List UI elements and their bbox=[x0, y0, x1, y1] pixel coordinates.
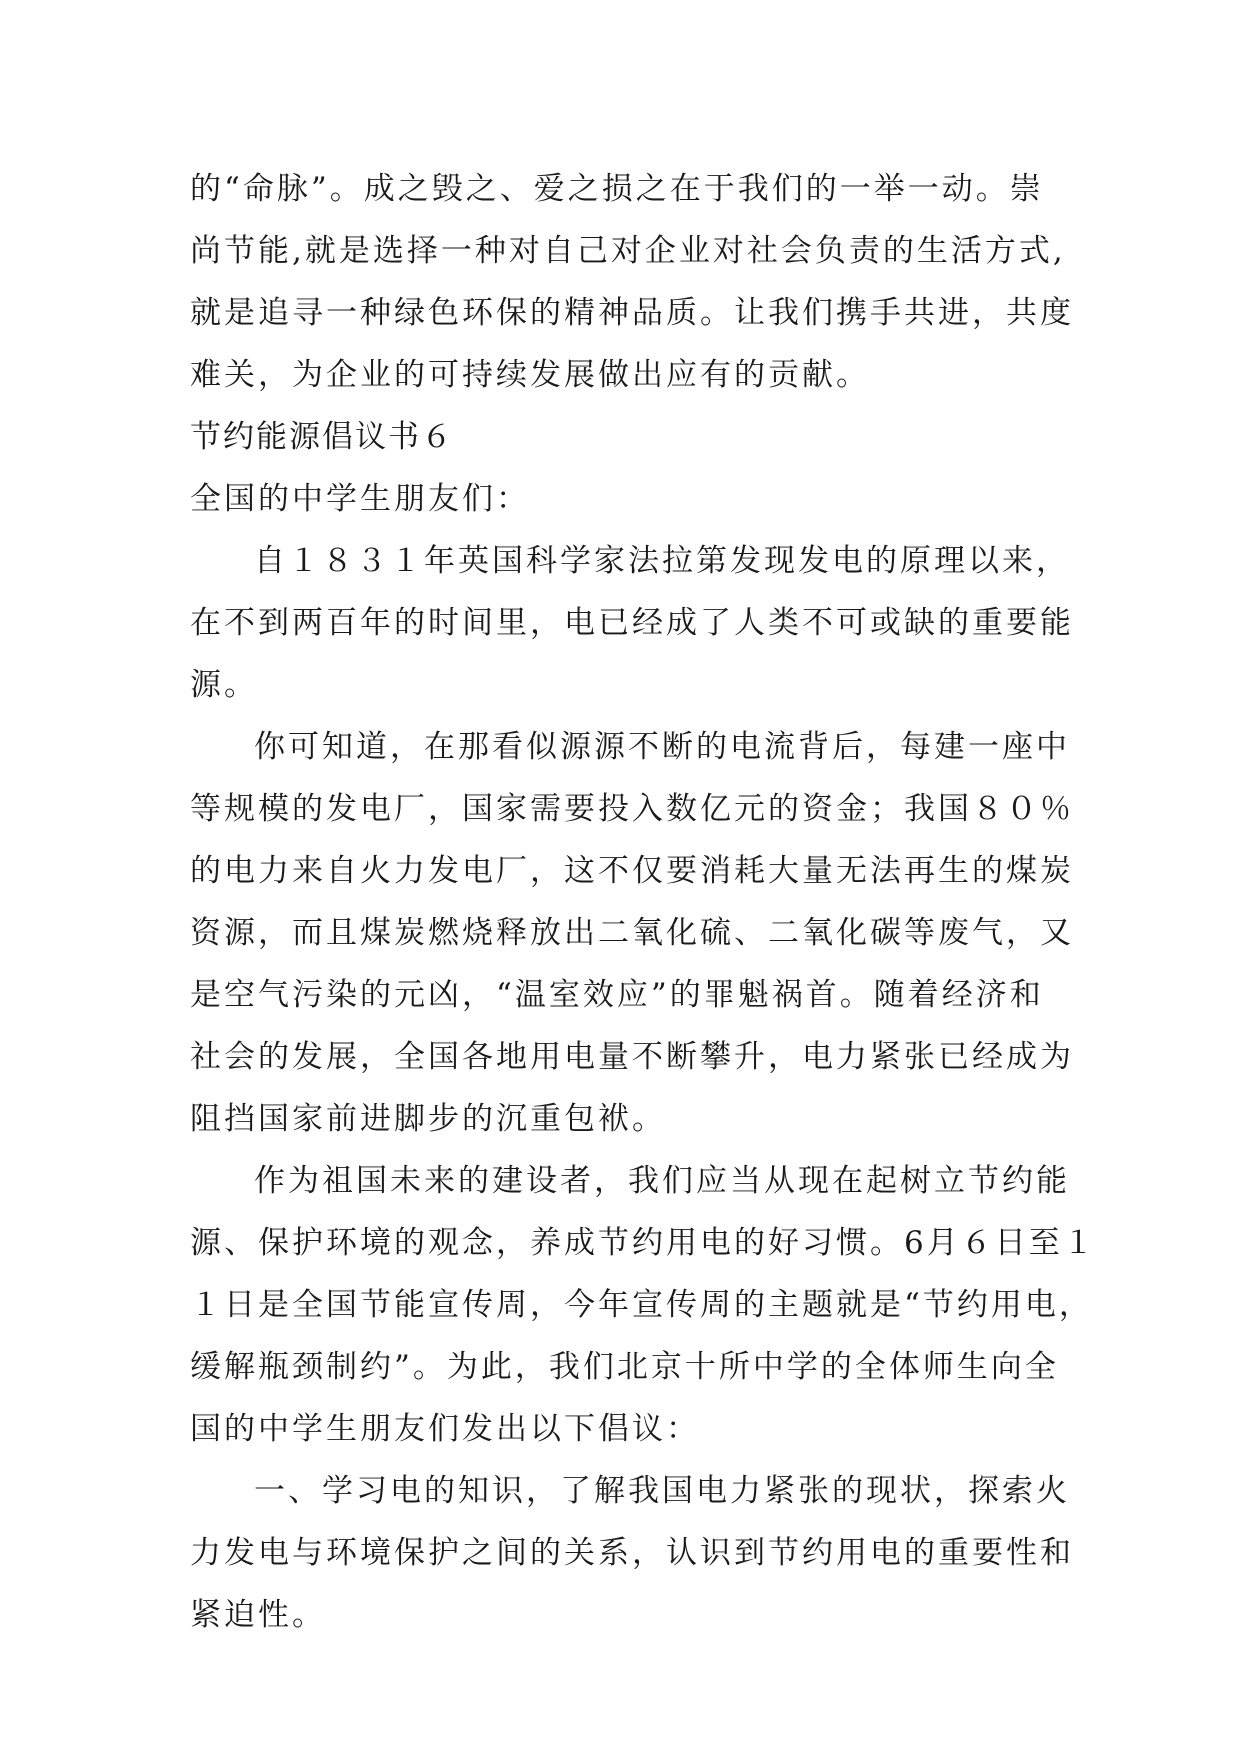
text-line: 源。 bbox=[190, 667, 258, 703]
text-line: 紧迫性。 bbox=[190, 1597, 326, 1633]
text-line: 难关，为企业的可持续发展做出应有的贡献。 bbox=[190, 357, 870, 393]
text-line: 在不到两百年的时间里，电已经成了人类不可或缺的重要能 bbox=[190, 605, 1074, 641]
text-line: 等规模的发电厂，国家需要投入数亿元的资金；我国８０％ bbox=[190, 791, 1074, 827]
text-line: 就是追寻一种绿色环保的精神品质。让我们携手共进，共度 bbox=[190, 295, 1074, 331]
text-line: １日是全国节能宣传周，今年宣传周的主题就是“节约用电， bbox=[190, 1287, 1093, 1323]
text-line: 国的中学生朋友们发出以下倡议： bbox=[190, 1411, 700, 1447]
text-line: 是空气污染的元凶，“温室效应”的罪魁祸首。随着经济和 bbox=[190, 977, 1044, 1013]
salutation: 全国的中学生朋友们： bbox=[190, 481, 530, 517]
paragraph-start: 一、学习电的知识，了解我国电力紧张的现状，探索火 bbox=[254, 1473, 1070, 1509]
text-line: 缓解瓶颈制约”。为此，我们北京十所中学的全体师生向全 bbox=[190, 1349, 1059, 1385]
paragraph-start: 作为祖国未来的建设者，我们应当从现在起树立节约能 bbox=[254, 1163, 1070, 1199]
text-line: 力发电与环境保护之间的关系，认识到节约用电的重要性和 bbox=[190, 1535, 1074, 1571]
text-line: 的电力来自火力发电厂，这不仅要消耗大量无法再生的煤炭 bbox=[190, 853, 1074, 889]
text-line: 尚节能,就是选择一种对自己对企业对社会负责的生活方式, bbox=[190, 233, 1066, 269]
document-body bbox=[190, 158, 1097, 1646]
text-line: 社会的发展，全国各地用电量不断攀升，电力紧张已经成为 bbox=[190, 1039, 1074, 1075]
text-line: 的“命脉”。成之毁之、爱之损之在于我们的一举一动。崇 bbox=[190, 171, 1044, 207]
text-line: 阻挡国家前进脚步的沉重包袱。 bbox=[190, 1101, 666, 1137]
paragraph-start: 你可知道，在那看似源源不断的电流背后，每建一座中 bbox=[254, 729, 1070, 765]
text-line: 源、保护环境的观念，养成节约用电的好习惯。6月６日至１ bbox=[190, 1225, 1097, 1261]
paragraph-start: 自１８３１年英国科学家法拉第发现发电的原理以来， bbox=[254, 543, 1070, 579]
text-line: 资源，而且煤炭燃烧释放出二氧化硫、二氧化碳等废气，又 bbox=[190, 915, 1074, 951]
section-title: 节约能源倡议书６ bbox=[190, 419, 454, 455]
